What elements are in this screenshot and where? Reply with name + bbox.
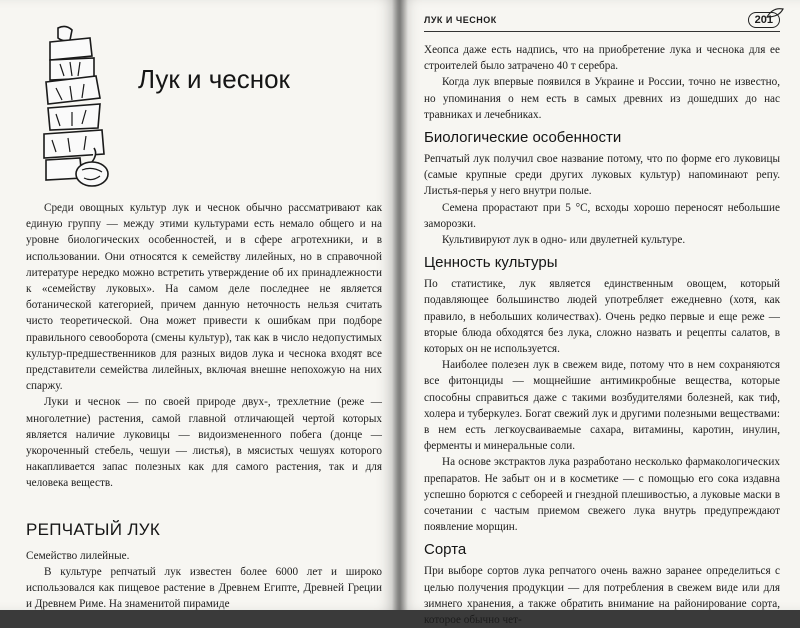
bio-heading: Биологические особенности <box>424 129 622 147</box>
onion-stack-illustration <box>36 24 116 194</box>
body-paragraph: По статистике, лук является единственным овощем, который подавляющее большинство людей употребляет ежедневно (хотя, как правило, в небольших количествах). Очень редко первые и еще реже — вторые блюда обходятся без лука, сложно назвать и рецепты салатов, в которых он не используется. <box>424 278 780 356</box>
body-paragraph: Репчатый лук получил свое название потому, что по форме его луковицы (самые крупные среди других луковых культур) напоминают репу. Листья-перья у него внутри полые. <box>424 153 780 198</box>
section-heading: РЕПЧАТЫЙ ЛУК <box>26 519 161 539</box>
chapter-header <box>26 14 382 200</box>
right-page <box>398 0 800 627</box>
family-line: Семейство лилейные. <box>26 549 130 562</box>
varieties-heading: Сорта <box>424 541 467 559</box>
leaf-icon <box>766 8 784 18</box>
page-number: 201 <box>748 12 780 28</box>
chapter-title: Лук и чеснок <box>138 64 290 94</box>
value-heading: Ценность культуры <box>424 254 558 272</box>
body-paragraph: Хеопса даже есть надпись, что на приобретение лука и чеснока для ее строителей было затрачено 40 т серебра. <box>424 44 780 73</box>
gutter-shadow <box>392 0 408 610</box>
body-paragraph: На основе экстрактов лука разработано несколько фармакологических препаратов. Не забыт он и в косметике — с помощью его сока издавна успешно борются с себореей и гнездной плешивостью, а луковые маски в сочетании с частым приемом свежего лука внутрь предупреждают появление морщин. <box>424 456 780 534</box>
body-paragraph: При выборе сортов лука репчатого очень важно заранее определиться с целью получения продукции — для потребления в свежем виде или для зимнего хранения, а также обратить внимание на районирование сорта, которое обычно чет- <box>424 565 780 627</box>
intro-paragraph: Луки и чеснок — по своей природе двух-, трехлетние (реже — многолетние) растения, самой главной отличающей чертой которых является наличие луковицы — видоизмененного побега (донце — укороченный стебель, чешуи — листья), в мясистых чешуях которого накапливается запас полезных как для самого растения, так и для человека веществ. <box>26 396 382 490</box>
section-paragraph: В культуре репчатый лук известен более 6000 лет и широко использовался как пищевое растение в Древнем Египте, Древней Греции и Древнем Риме. На знаменитой пирамиде <box>26 565 382 611</box>
left-page <box>0 0 398 610</box>
body-paragraph: Семена прорастают при 5 °С, всходы хорошо переносят небольшие заморозки. <box>424 201 780 230</box>
running-header <box>424 12 780 32</box>
intro-paragraph: Среди овощных культур лук и чеснок обычно рассматривают как единую группу — между этими культурами есть немало общего и на уровне биологических особенностей, и в сфере агротехники, и в использовании. Они относятся к семейству лилейных, но в справочной литературе нередко можно встретить утверждение об их принадлежности к «семейству луковых». На самом деле последнее не является ботанической категорией, причем данную неточность нельзя считать чисто теоретической. Она может привести к ошибкам при подборе правильного севооборота (смены культур), так как в число недопустимых культур-предшественников для разных видов лука и чеснока входят все представители семейства лилейных, включая внешне непохожую на них спаржу. <box>26 202 382 393</box>
body-paragraph: Наиболее полезен лук в свежем виде, потому что в нем сохраняются все фитонциды — мощнейшие антимикробные вещества, которые способны справиться даже с такими возбудителями болезней, как тиф, холера и туберкулез. Богат свежий лук и другими полезными веществами: в нем есть легкоусваиваемые сахара, витамины, каротин, инулин, ферменты и минеральные соли. <box>424 359 780 453</box>
body-paragraph: Культивируют лук в одно- или двулетней культуре. <box>442 234 686 247</box>
running-title: ЛУК И ЧЕСНОК <box>424 15 497 25</box>
body-paragraph: Когда лук впервые появился в Украине и России, точно не известно, но упоминания о нем есть в самых древних из дошедших до нас травниках и лечебниках. <box>424 76 780 121</box>
